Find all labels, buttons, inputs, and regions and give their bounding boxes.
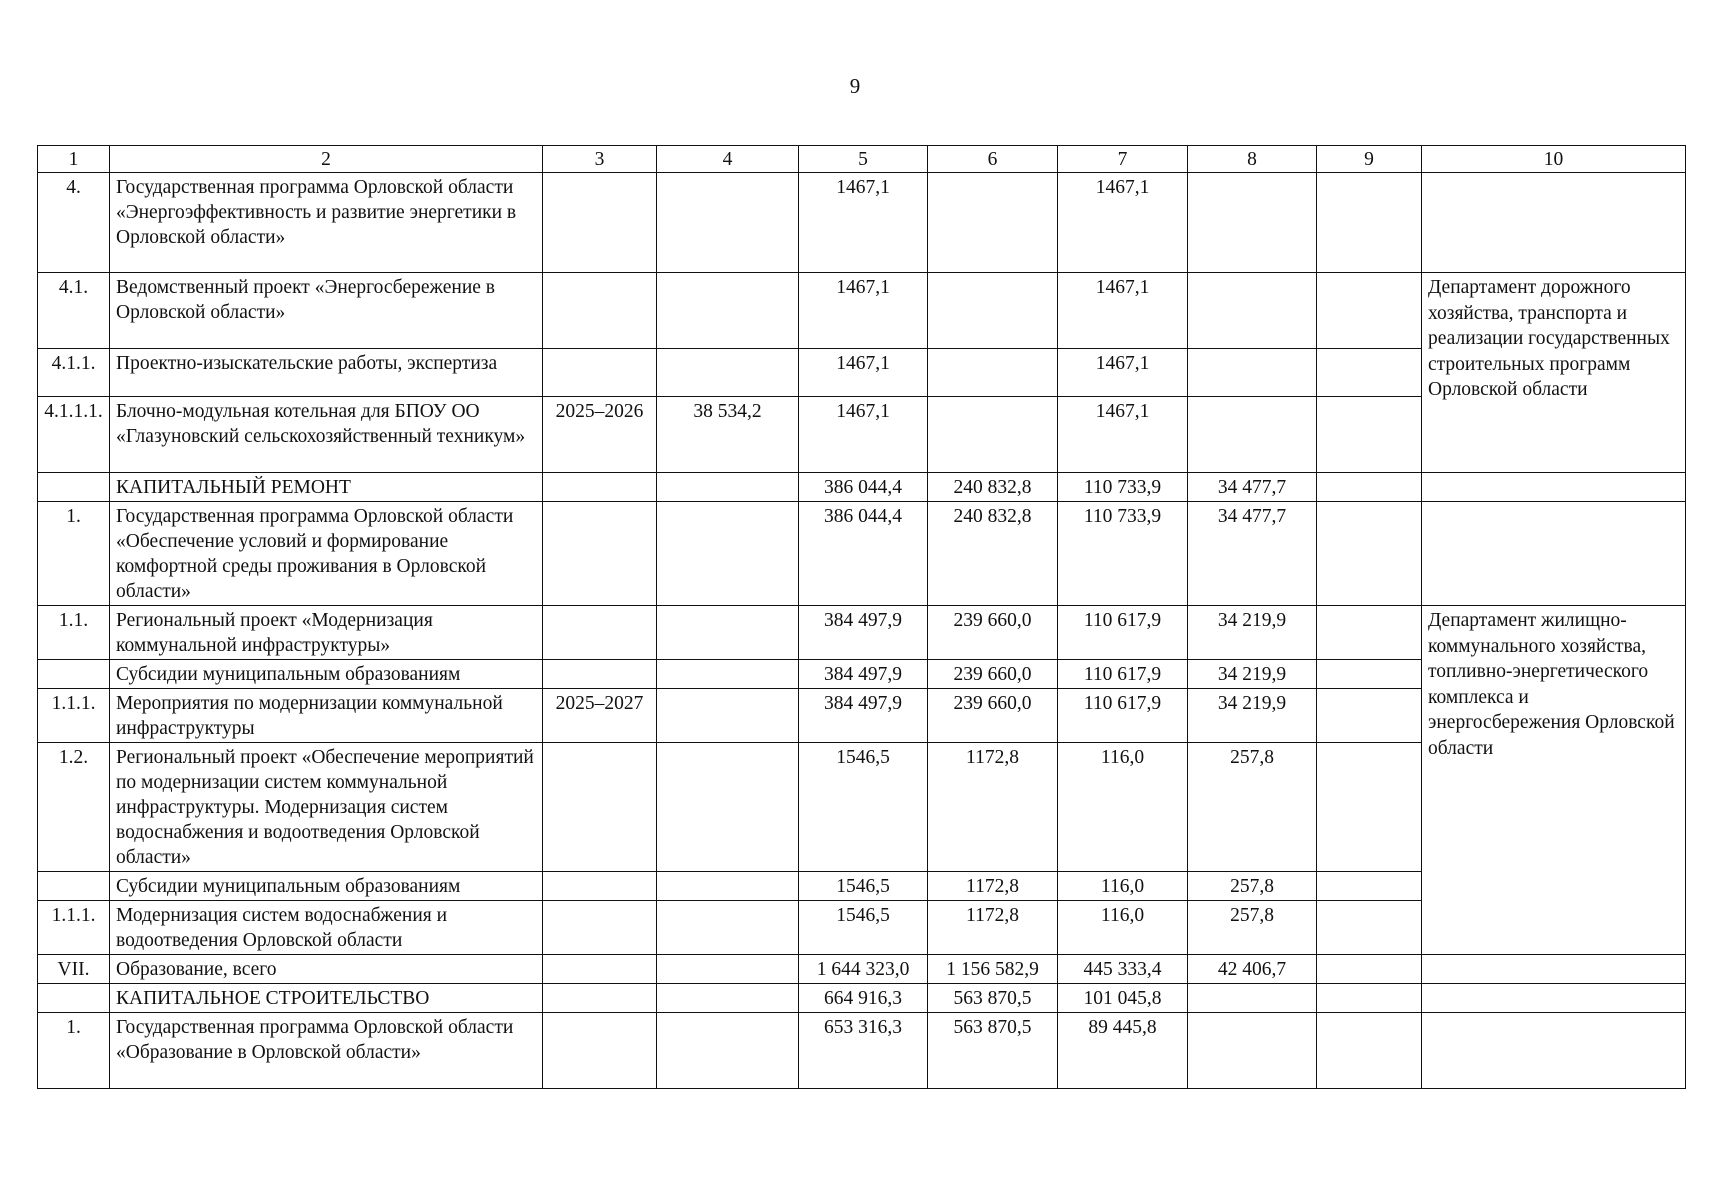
row-cost <box>657 984 799 1013</box>
row-value-6: 239 660,0 <box>928 660 1058 689</box>
row-years <box>543 660 657 689</box>
row-value-8 <box>1188 984 1317 1013</box>
row-name: Мероприятия по модернизации коммунальной инфраструктуры <box>110 689 543 743</box>
row-years <box>543 273 657 349</box>
row-value-8 <box>1188 349 1317 397</box>
row-value-8: 42 406,7 <box>1188 955 1317 984</box>
row-value-9 <box>1317 473 1422 502</box>
responsible-department: Департамент дорожного хозяйства, транспорта и реализации государственных строительных программ Орловской области <box>1422 273 1686 473</box>
header-cell: 1 <box>38 146 110 173</box>
row-value-9 <box>1317 1013 1422 1089</box>
row-cost <box>657 872 799 901</box>
row-value-8: 34 219,9 <box>1188 689 1317 743</box>
row-cost <box>657 689 799 743</box>
budget-table <box>37 145 1686 1089</box>
row-years <box>543 743 657 872</box>
row-cost <box>657 606 799 660</box>
table-row <box>38 273 1686 349</box>
row-value-8 <box>1188 1013 1317 1089</box>
row-name: Региональный проект «Модернизация коммунальной инфраструктуры» <box>110 606 543 660</box>
row-number <box>38 660 110 689</box>
row-value-7: 110 617,9 <box>1058 660 1188 689</box>
row-cost <box>657 901 799 955</box>
row-years <box>543 173 657 273</box>
row-value-8: 257,8 <box>1188 743 1317 872</box>
row-name: Государственная программа Орловской области «Энергоэффективность и развитие энергетики в Орловской области» <box>110 173 543 273</box>
row-value-5: 1546,5 <box>799 743 928 872</box>
table-row <box>38 984 1686 1013</box>
row-value-7: 1467,1 <box>1058 397 1188 473</box>
row-value-7: 110 617,9 <box>1058 689 1188 743</box>
table-row <box>38 473 1686 502</box>
row-name: Государственная программа Орловской области «Обеспечение условий и формирование комфортной среды проживания в Орловской области» <box>110 502 543 606</box>
row-number <box>38 984 110 1013</box>
row-value-6 <box>928 173 1058 273</box>
row-value-7: 116,0 <box>1058 743 1188 872</box>
row-number: 4.1. <box>38 273 110 349</box>
row-years: 2025–2026 <box>543 397 657 473</box>
row-value-5: 1467,1 <box>799 273 928 349</box>
header-row <box>38 146 1686 173</box>
row-value-6 <box>928 397 1058 473</box>
row-cost <box>657 743 799 872</box>
row-value-6: 563 870,5 <box>928 1013 1058 1089</box>
row-number <box>38 473 110 502</box>
row-cost <box>657 660 799 689</box>
row-value-6: 240 832,8 <box>928 502 1058 606</box>
row-value-9 <box>1317 872 1422 901</box>
row-name: Образование, всего <box>110 955 543 984</box>
row-value-7: 101 045,8 <box>1058 984 1188 1013</box>
row-value-5: 1546,5 <box>799 901 928 955</box>
row-value-5: 664 916,3 <box>799 984 928 1013</box>
row-value-5: 1467,1 <box>799 173 928 273</box>
row-value-9 <box>1317 689 1422 743</box>
row-cost <box>657 349 799 397</box>
header-cell: 9 <box>1317 146 1422 173</box>
responsible-department: Департамент жилищно-коммунального хозяйства, топливно-энергетического комплекса и энергосбережения Орловской области <box>1422 606 1686 955</box>
table-row <box>38 955 1686 984</box>
row-years <box>543 1013 657 1089</box>
row-cost <box>657 473 799 502</box>
row-value-5: 386 044,4 <box>799 473 928 502</box>
row-value-9 <box>1317 502 1422 606</box>
row-value-5: 1467,1 <box>799 349 928 397</box>
row-years <box>543 955 657 984</box>
row-value-8 <box>1188 397 1317 473</box>
row-name: Проектно-изыскательские работы, экспертиза <box>110 349 543 397</box>
row-value-9 <box>1317 955 1422 984</box>
row-number: 1.2. <box>38 743 110 872</box>
table-row <box>38 173 1686 273</box>
header-cell: 5 <box>799 146 928 173</box>
header-cell: 7 <box>1058 146 1188 173</box>
row-value-7: 110 733,9 <box>1058 473 1188 502</box>
row-number: 4.1.1.1. <box>38 397 110 473</box>
row-department-empty <box>1422 473 1686 502</box>
row-value-5: 386 044,4 <box>799 502 928 606</box>
row-number: 1.1.1. <box>38 901 110 955</box>
row-value-6 <box>928 349 1058 397</box>
row-value-6: 239 660,0 <box>928 689 1058 743</box>
row-years <box>543 502 657 606</box>
row-value-7: 89 445,8 <box>1058 1013 1188 1089</box>
header-cell: 8 <box>1188 146 1317 173</box>
row-department-empty <box>1422 955 1686 984</box>
row-value-5: 1467,1 <box>799 397 928 473</box>
row-value-7: 116,0 <box>1058 901 1188 955</box>
table-row <box>38 1013 1686 1089</box>
row-number: 4. <box>38 173 110 273</box>
page-number: 9 <box>849 74 861 98</box>
row-value-8: 34 219,9 <box>1188 606 1317 660</box>
row-value-8: 34 477,7 <box>1188 473 1317 502</box>
table-row <box>38 502 1686 606</box>
header-cell: 4 <box>657 146 799 173</box>
row-value-6 <box>928 273 1058 349</box>
row-value-6: 239 660,0 <box>928 606 1058 660</box>
row-number: 1.1. <box>38 606 110 660</box>
row-value-6: 1172,8 <box>928 743 1058 872</box>
row-value-9 <box>1317 397 1422 473</box>
row-name: КАПИТАЛЬНЫЙ РЕМОНТ <box>110 473 543 502</box>
header-cell: 3 <box>543 146 657 173</box>
row-number <box>38 872 110 901</box>
row-value-5: 1 644 323,0 <box>799 955 928 984</box>
row-department-empty <box>1422 984 1686 1013</box>
row-name: Блочно-модульная котельная для БПОУ ОО «Глазуновский сельскохозяйственный техникум» <box>110 397 543 473</box>
row-value-7: 1467,1 <box>1058 173 1188 273</box>
row-value-6: 1172,8 <box>928 901 1058 955</box>
row-department-empty <box>1422 173 1686 273</box>
row-cost: 38 534,2 <box>657 397 799 473</box>
row-name: Государственная программа Орловской области «Образование в Орловской области» <box>110 1013 543 1089</box>
row-department-empty <box>1422 1013 1686 1089</box>
row-years <box>543 872 657 901</box>
row-value-5: 1546,5 <box>799 872 928 901</box>
row-value-7: 445 333,4 <box>1058 955 1188 984</box>
row-cost <box>657 955 799 984</box>
row-value-9 <box>1317 984 1422 1013</box>
row-value-5: 653 316,3 <box>799 1013 928 1089</box>
row-department-empty <box>1422 502 1686 606</box>
row-value-7: 116,0 <box>1058 872 1188 901</box>
row-number: VII. <box>38 955 110 984</box>
row-value-6: 1 156 582,9 <box>928 955 1058 984</box>
row-value-9 <box>1317 743 1422 872</box>
row-value-9 <box>1317 349 1422 397</box>
row-years <box>543 606 657 660</box>
row-value-8 <box>1188 273 1317 349</box>
row-name: Ведомственный проект «Энергосбережение в Орловской области» <box>110 273 543 349</box>
row-value-9 <box>1317 901 1422 955</box>
row-value-9 <box>1317 606 1422 660</box>
header-cell: 6 <box>928 146 1058 173</box>
row-cost <box>657 273 799 349</box>
row-number: 1.1.1. <box>38 689 110 743</box>
row-years: 2025–2027 <box>543 689 657 743</box>
row-value-5: 384 497,9 <box>799 606 928 660</box>
row-value-8: 257,8 <box>1188 901 1317 955</box>
row-name: Субсидии муниципальным образованиям <box>110 872 543 901</box>
row-number: 1. <box>38 1013 110 1089</box>
row-value-9 <box>1317 660 1422 689</box>
row-value-6: 240 832,8 <box>928 473 1058 502</box>
row-value-7: 110 733,9 <box>1058 502 1188 606</box>
row-years <box>543 473 657 502</box>
row-value-8: 34 219,9 <box>1188 660 1317 689</box>
row-name: Региональный проект «Обеспечение мероприятий по модернизации систем коммунальной инфраструктуры. Модернизация систем водоснабжения и водоотведения Орловской области» <box>110 743 543 872</box>
row-number: 4.1.1. <box>38 349 110 397</box>
row-years <box>543 349 657 397</box>
row-value-8 <box>1188 173 1317 273</box>
row-value-5: 384 497,9 <box>799 689 928 743</box>
row-value-7: 1467,1 <box>1058 349 1188 397</box>
table-row <box>38 606 1686 660</box>
row-years <box>543 984 657 1013</box>
row-name: КАПИТАЛЬНОЕ СТРОИТЕЛЬСТВО <box>110 984 543 1013</box>
row-value-8: 257,8 <box>1188 872 1317 901</box>
row-cost <box>657 502 799 606</box>
row-number: 1. <box>38 502 110 606</box>
row-value-5: 384 497,9 <box>799 660 928 689</box>
row-name: Модернизация систем водоснабжения и водоотведения Орловской области <box>110 901 543 955</box>
row-years <box>543 901 657 955</box>
row-value-6: 1172,8 <box>928 872 1058 901</box>
row-value-9 <box>1317 173 1422 273</box>
row-cost <box>657 1013 799 1089</box>
header-cell: 2 <box>110 146 543 173</box>
row-value-8: 34 477,7 <box>1188 502 1317 606</box>
row-value-7: 110 617,9 <box>1058 606 1188 660</box>
row-value-6: 563 870,5 <box>928 984 1058 1013</box>
row-cost <box>657 173 799 273</box>
row-name: Субсидии муниципальным образованиям <box>110 660 543 689</box>
row-value-7: 1467,1 <box>1058 273 1188 349</box>
row-value-9 <box>1317 273 1422 349</box>
header-cell: 10 <box>1422 146 1686 173</box>
